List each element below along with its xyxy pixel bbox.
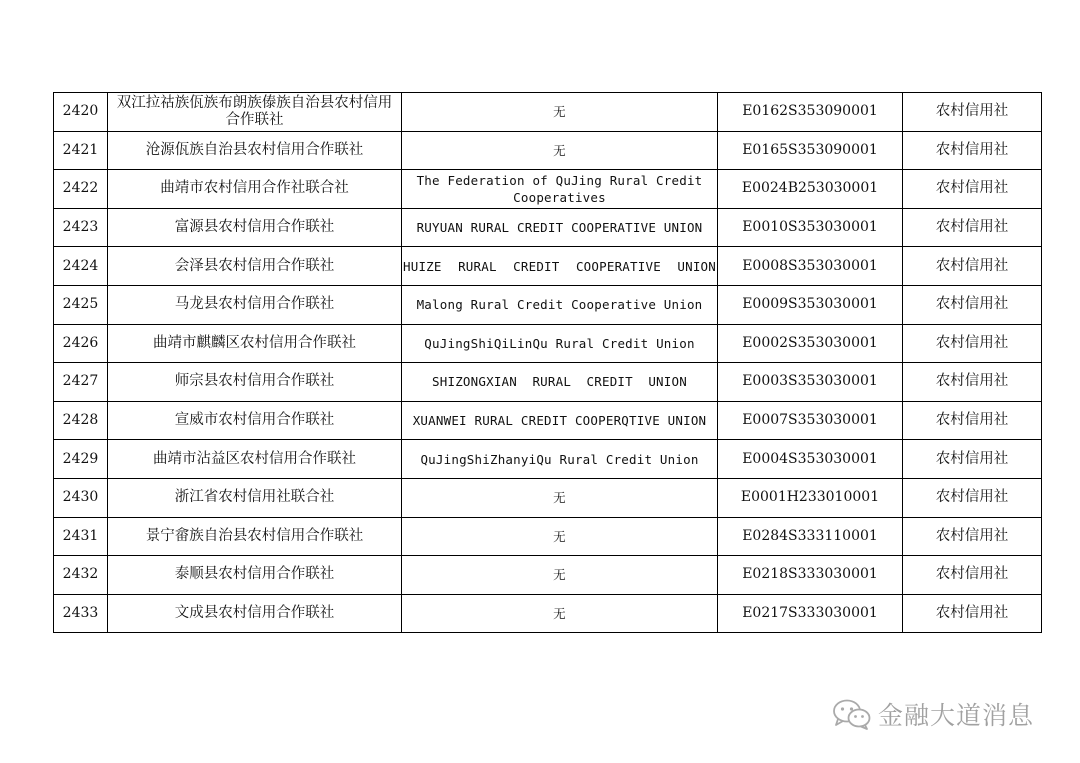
- row-number: 2432: [54, 556, 108, 595]
- row-number: 2423: [54, 208, 108, 247]
- institution-code: E0007S353030001: [718, 401, 903, 440]
- watermark-text: 金融大道消息: [878, 701, 1035, 730]
- institution-table: [53, 92, 1042, 633]
- institution-name-cn: 景宁畲族自治县农村信用合作联社: [108, 517, 402, 556]
- institution-type: 农村信用社: [903, 93, 1042, 132]
- institution-type: 农村信用社: [903, 285, 1042, 324]
- institution-name-cn: 双江拉祜族佤族布朗族傣族自治县农村信用合作联社: [108, 93, 402, 132]
- institution-code: E0218S333030001: [718, 556, 903, 595]
- institution-type: 农村信用社: [903, 440, 1042, 479]
- institution-type: 农村信用社: [903, 363, 1042, 402]
- row-number: 2425: [54, 285, 108, 324]
- institution-name-en: The Federation of QuJing Rural Credit Cooperatives: [402, 170, 718, 209]
- row-number: 2431: [54, 517, 108, 556]
- institution-type: 农村信用社: [903, 401, 1042, 440]
- row-number: 2429: [54, 440, 108, 479]
- institution-name-en: 无: [402, 556, 718, 595]
- institution-name-en: 无: [402, 594, 718, 633]
- institution-type: 农村信用社: [903, 247, 1042, 286]
- table-row: [54, 363, 1042, 402]
- row-number: 2422: [54, 170, 108, 209]
- institution-code: E0010S353030001: [718, 208, 903, 247]
- institution-code: E0001H233010001: [718, 478, 903, 517]
- institution-name-en: 无: [402, 131, 718, 170]
- institution-name-cn: 会泽县农村信用合作联社: [108, 247, 402, 286]
- table-row: [54, 324, 1042, 363]
- institution-type: 农村信用社: [903, 131, 1042, 170]
- row-number: 2428: [54, 401, 108, 440]
- institution-name-cn: 曲靖市麒麟区农村信用合作联社: [108, 324, 402, 363]
- institution-type: 农村信用社: [903, 170, 1042, 209]
- institution-name-en: QuJingShiQiLinQu Rural Credit Union: [402, 324, 718, 363]
- institution-code: E0009S353030001: [718, 285, 903, 324]
- table-row: [54, 517, 1042, 556]
- institution-name-en: 无: [402, 93, 718, 132]
- institution-name-cn: 曲靖市农村信用合作社联合社: [108, 170, 402, 209]
- institution-type: 农村信用社: [903, 517, 1042, 556]
- row-number: 2430: [54, 478, 108, 517]
- row-number: 2426: [54, 324, 108, 363]
- institution-type: 农村信用社: [903, 208, 1042, 247]
- institution-code: E0002S353030001: [718, 324, 903, 363]
- institution-code: E0008S353030001: [718, 247, 903, 286]
- table-row: [54, 478, 1042, 517]
- institution-code: E0024B253030001: [718, 170, 903, 209]
- table-row: [54, 556, 1042, 595]
- institution-name-cn: 曲靖市沾益区农村信用合作联社: [108, 440, 402, 479]
- institution-name-cn: 泰顺县农村信用合作联社: [108, 556, 402, 595]
- institution-type: 农村信用社: [903, 478, 1042, 517]
- institution-type: 农村信用社: [903, 594, 1042, 633]
- table-row: [54, 285, 1042, 324]
- table-row: [54, 131, 1042, 170]
- row-number: 2420: [54, 93, 108, 132]
- institution-code: E0284S333110001: [718, 517, 903, 556]
- institution-table-body: [54, 93, 1042, 633]
- institution-name-cn: 沧源佤族自治县农村信用合作联社: [108, 131, 402, 170]
- institution-name-en: RUYUAN RURAL CREDIT COOPERATIVE UNION: [402, 208, 718, 247]
- row-number: 2427: [54, 363, 108, 402]
- institution-name-en: SHIZONGXIAN RURAL CREDIT UNION: [402, 363, 718, 402]
- table-row: [54, 247, 1042, 286]
- table-row: [54, 440, 1042, 479]
- institution-name-en: 无: [402, 478, 718, 517]
- institution-name-en: 无: [402, 517, 718, 556]
- institution-name-en: Malong Rural Credit Cooperative Union: [402, 285, 718, 324]
- table-row: [54, 93, 1042, 132]
- institution-name-cn: 浙江省农村信用社联合社: [108, 478, 402, 517]
- institution-name-cn: 宣威市农村信用合作联社: [108, 401, 402, 440]
- institution-name-en: XUANWEI RURAL CREDIT COOPERQTIVE UNION: [402, 401, 718, 440]
- institution-code: E0165S353090001: [718, 131, 903, 170]
- institution-name-cn: 马龙县农村信用合作联社: [108, 285, 402, 324]
- institution-code: E0217S333030001: [718, 594, 903, 633]
- institution-name-cn: 师宗县农村信用合作联社: [108, 363, 402, 402]
- institution-name-en: HUIZE RURAL CREDIT COOPERATIVE UNION: [402, 247, 718, 286]
- institution-type: 农村信用社: [903, 324, 1042, 363]
- row-number: 2433: [54, 594, 108, 633]
- row-number: 2421: [54, 131, 108, 170]
- table-row: [54, 401, 1042, 440]
- wechat-icon: [832, 698, 872, 730]
- watermark: [832, 696, 1034, 732]
- institution-type: 农村信用社: [903, 556, 1042, 595]
- institution-code: E0162S353090001: [718, 93, 903, 132]
- institution-code: E0003S353030001: [718, 363, 903, 402]
- institution-name-cn: 文成县农村信用合作联社: [108, 594, 402, 633]
- institution-name-cn: 富源县农村信用合作联社: [108, 208, 402, 247]
- table-row: [54, 594, 1042, 633]
- institution-name-en: QuJingShiZhanyiQu Rural Credit Union: [402, 440, 718, 479]
- table-row: [54, 208, 1042, 247]
- table-row: [54, 170, 1042, 209]
- row-number: 2424: [54, 247, 108, 286]
- institution-code: E0004S353030001: [718, 440, 903, 479]
